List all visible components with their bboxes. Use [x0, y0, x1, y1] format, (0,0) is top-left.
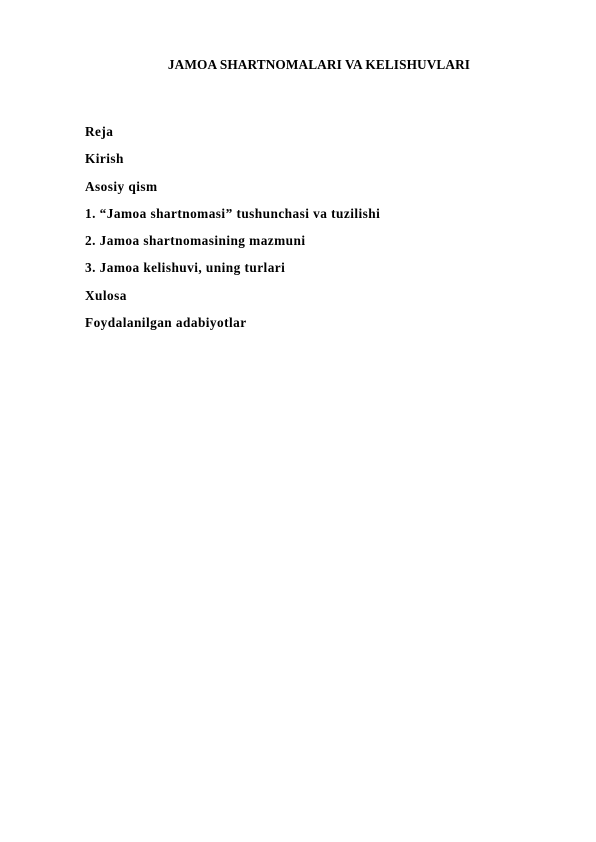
document-title: JAMOA SHARTNOMALARI VA KELISHUVLARI [167, 57, 471, 72]
outline-item-xulosa: Xulosa [85, 287, 127, 303]
plan-outline [85, 118, 380, 336]
outline-item-adabiyotlar: Foydalanilgan adabiyotlar [85, 315, 247, 331]
outline-heading-reja: Reja [85, 124, 114, 139]
outline-item-section-3: 3. Jamoa kelishuvi, uning turlari [85, 260, 286, 276]
outline-item-section-1: 1. “Jamoa shartnomasi” tushunchasi va tuzilishi [85, 205, 381, 221]
outline-item-kirish: Kirish [85, 151, 124, 167]
outline-item-section-2: 2. Jamoa shartnomasining mazmuni [85, 233, 306, 249]
outline-item-asosiy-qism: Asosiy qism [85, 178, 158, 194]
